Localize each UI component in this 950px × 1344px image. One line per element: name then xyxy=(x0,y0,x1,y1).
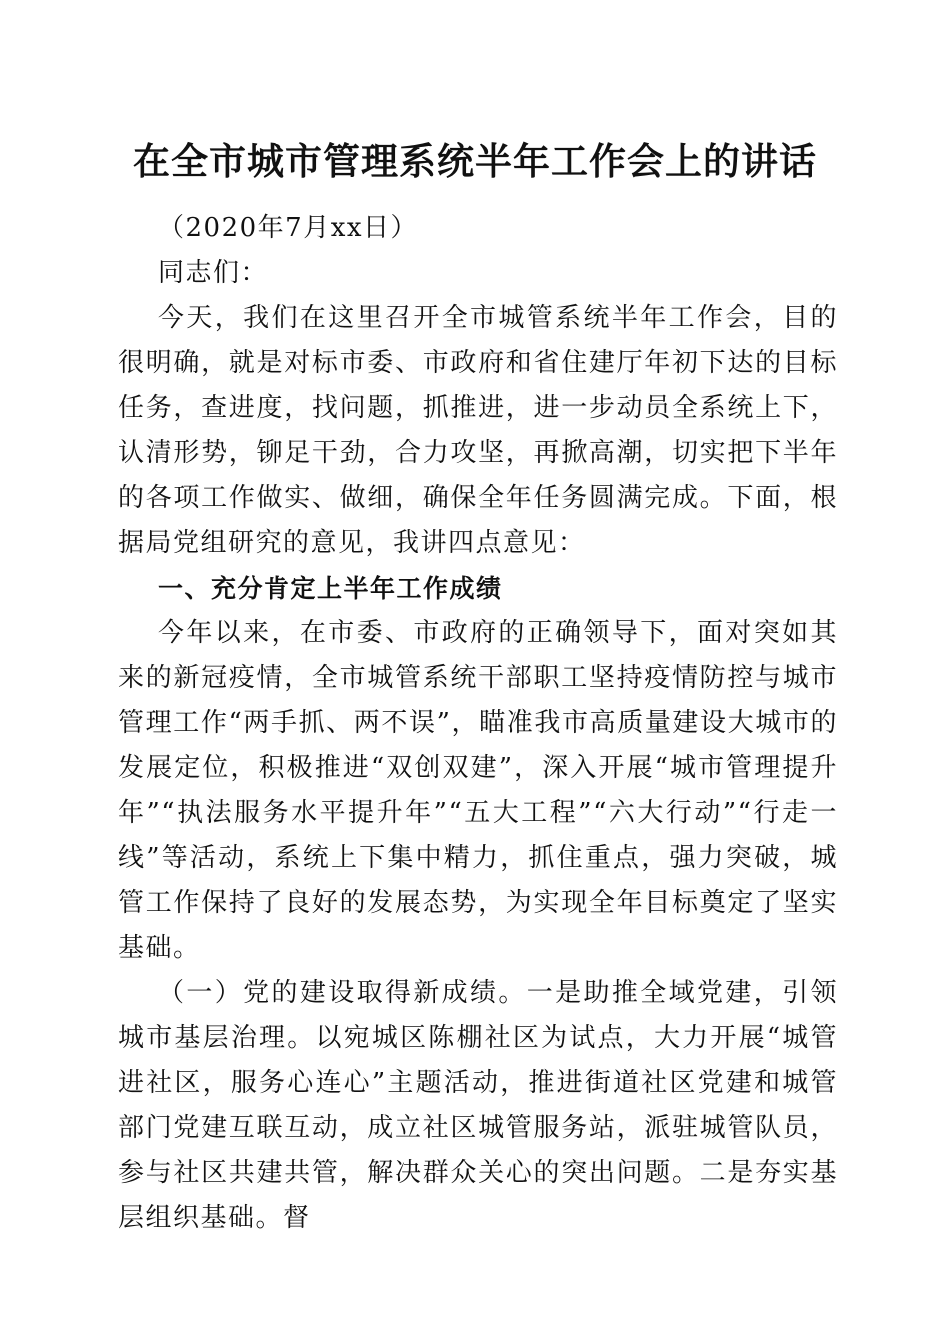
intro-paragraph: 今天，我们在这里召开全市城管系统半年工作会，目的很明确，就是对标市委、市政府和省住建厅年初下达的目标任务，查进度，找问题，抓推进，进一步动员全系统上下，认清形势，铆足干劲，合力攻坚，再掀高潮，切实把下半年的各项工作做实、做细，确保全年任务圆满完成。下面，根据局党组研究的意见，我讲四点意见： xyxy=(118,303,838,558)
subsection-lead-1: （一）党的建设取得新成绩。 xyxy=(158,978,527,1008)
subsection-paragraph-1 xyxy=(118,971,838,1241)
speech-date: （2020年7月xx日） xyxy=(158,213,419,243)
salutation: 同志们： xyxy=(158,258,269,288)
document-body xyxy=(118,206,838,1241)
subsection-text-1: 一是助推全域党建，引领城市基层治理。以宛城区陈棚社区为试点，大力开展“城管进社区，服务心连心”主题活动，推进街道社区党建和城管部门党建互联互动，成立社区城管服务站，派驻城管队员，参与社区共建共管，解决群众关心的突出问题。二是夯实基层组织基础。督 xyxy=(118,978,838,1233)
section-heading-1: 一、充分肯定上半年工作成绩 xyxy=(158,574,503,603)
document-title: 在全市城市管理系统半年工作会上的讲话 xyxy=(133,139,817,183)
section-paragraph-1: 今年以来，在市委、市政府的正确领导下，面对突如其来的新冠疫情，全市城管系统干部职工坚持疫情防控与城市管理工作“两手抓、两不误”，瞄准我市高质量建设大城市的发展定位，积极推进“双创双建”，深入开展“城市管理提升年”“执法服务水平提升年”“五大工程”“六大行动”“行走一线”等活动，系统上下集中精力，抓住重点，强力突破，城管工作保持了良好的发展态势，为实现全年目标奠定了坚实基础。 xyxy=(118,618,838,963)
